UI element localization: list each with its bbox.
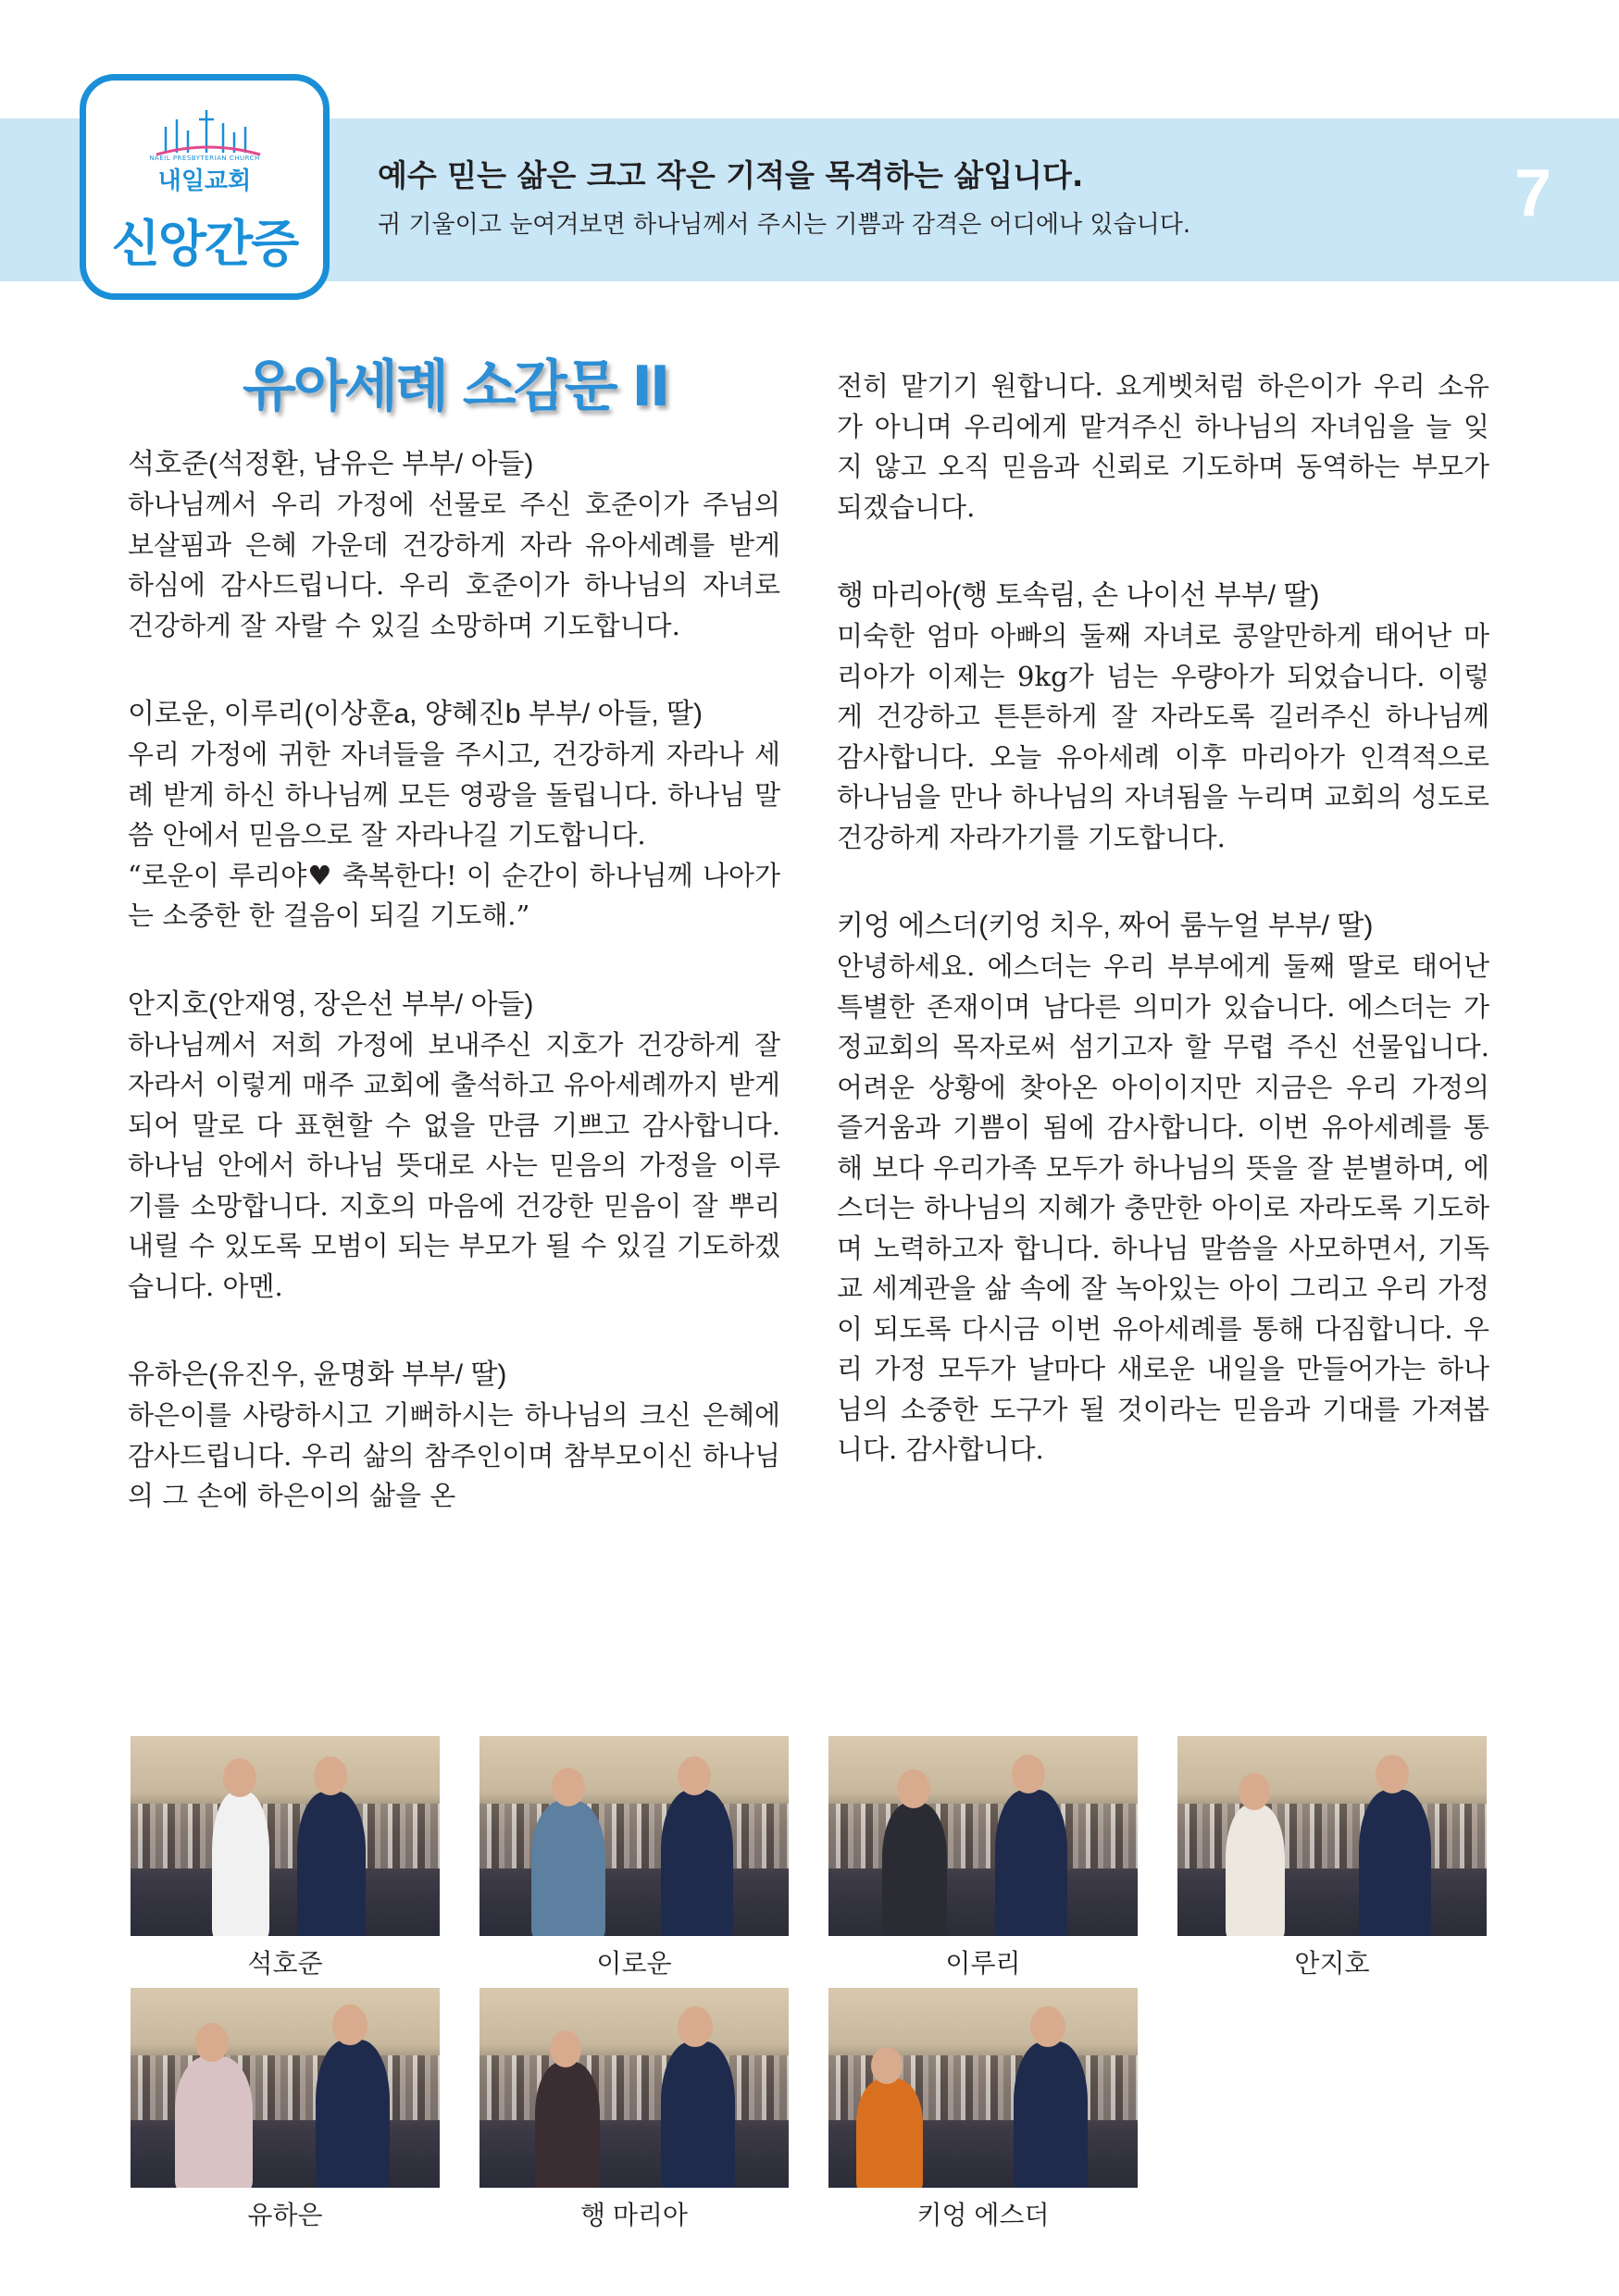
- entry-body: 안녕하세요. 에스더는 우리 부부에게 둘째 딸로 태어난 특별한 존재이며 남다른 의미가 있습니다. 에스더는 가정교회의 목자로써 섬기고자 할 무렵 주신 선물입니다. 어려운 상황에 찾아온 아이이지만 지금은 우리 가정의 즐거움과 기쁨이 됨에 감사합니다. 이번 유아세례를 통해 보다 우리가족 모두가 하나님의 뜻을 잘 분별하며, 에스더는 하나님의 지혜가 충만한 아이로 자라도록 기도하며 노력하고자 합니다. 하나님 말씀을 사모하면서, 기독교 세계관을 삶 속에 잘 녹아있는 아이 그리고 우리 가정이 되도록 다시금 이번 유아세례를 통해 다짐합니다. 우리 가정 모두가 날마다 새로운 내일을 만들어가는 하나님의 소중한 도구가 될 것이라는 믿음과 기대를 가져봅니다. 감사합니다.: [837, 950, 1489, 1465]
- testimony-entry: [128, 444, 780, 646]
- baptism-photo: [1177, 1736, 1487, 1936]
- entry-heading: 이로운, 이루리(이상훈a, 양혜진b 부부/ 아들, 딸): [128, 699, 704, 729]
- section-badge: [80, 74, 330, 300]
- page-number: 7: [1514, 156, 1552, 230]
- entry-body: 하나님께서 우리 가정에 선물로 주신 호준이가 주님의 보살핌과 은혜 가운데 건강하게 자라 유아세례를 받게 하심에 감사드립니다. 우리 호준이가 하나님의 자녀로 건강하게 잘 자랄 수 있길 소망하며 기도합니다.: [128, 489, 780, 641]
- baptism-photo: [828, 1988, 1138, 2188]
- logo-name: 내일교회: [157, 168, 252, 195]
- baptism-photo: [131, 1988, 440, 2188]
- photo-caption: 석호준: [247, 1949, 323, 1978]
- entry-body: 하나님께서 저희 가정에 보내주신 지호가 건강하게 잘 자라서 이렇게 매주 교회에 출석하고 유아세례까지 받게 되어 말로 다 표현할 수 없을 만큼 기쁘고 감사합니다. 하나님 안에서 하나님 뜻대로 사는 믿음의 가정을 이루기를 소망합니다. 지호의 마음에 건강한 믿음이 잘 뿌리내릴 수 있도록 모범이 되는 부모가 될 수 있길 기도하겠습니다. 아멘.: [128, 1028, 780, 1302]
- testimony-entry: [128, 985, 780, 1308]
- right-column: [837, 366, 1489, 1519]
- article-title: 유아세례 소감문 II: [243, 354, 668, 419]
- testimony-entry: [837, 576, 1489, 858]
- entry-quote: “로운이 루리야♥ 축복한다! 이 순간이 하나님께 나아가는 소중한 한 걸음이 되길 기도해.”: [128, 859, 780, 931]
- tagline-main: 예수 믿는 삶은 크고 작은 기적을 목격하는 삶입니다.: [378, 157, 1084, 193]
- logo-subtitle: NAEIL PRESBYTERIAN CHURCH: [149, 155, 260, 162]
- photo-caption: 유하은: [247, 2201, 323, 2229]
- entry-heading: 유하은(유진우, 윤명화 부부/ 딸): [128, 1359, 507, 1390]
- photo-caption: 이루리: [945, 1949, 1021, 1978]
- church-logo-icon: [153, 106, 264, 158]
- photo-caption: 키엉 에스더: [916, 2201, 1050, 2229]
- testimony-entry-continued: [837, 366, 1489, 527]
- baptism-photo: [479, 1988, 789, 2188]
- baptism-photo: [131, 1736, 440, 1936]
- entry-heading: 키엉 에스더(키엉 치우, 짜어 룸누얼 부부/ 딸): [837, 911, 1374, 941]
- entry-body: 미숙한 엄마 아빠의 둘째 자녀로 콩알만하게 태어난 마리아가 이제는 9kg가 넘는 우량아가 되었습니다. 이렇게 건강하고 튼튼하게 잘 자라도록 길러주신 하나님께 감사합니다. 오늘 유아세례 이후 마리아가 인격적으로 하나님을 만나 하나님의 자녀됨을 누리며 교회의 성도로 건강하게 자라가기를 기도합니다.: [837, 620, 1489, 853]
- baptism-photo: [828, 1736, 1138, 1936]
- testimony-entry: [128, 1355, 780, 1517]
- photo-caption: 이로운: [596, 1949, 672, 1978]
- testimony-entry: [837, 906, 1489, 1471]
- entry-heading: 안지호(안재영, 장은선 부부/ 아들): [128, 988, 534, 1020]
- entry-body: 하은이를 사랑하시고 기뻐하시는 하나님의 크신 은혜에 감사드립니다. 우리 삶의 참주인이며 참부모이신 하나님의 그 손에 하은이의 삶을 온: [128, 1399, 780, 1511]
- photo-caption: 행 마리아: [580, 2201, 688, 2229]
- entry-body: 우리 가정에 귀한 자녀들을 주시고, 건강하게 자라나 세례 받게 하신 하나님께 모든 영광을 돌립니다. 하나님 말씀 안에서 믿음으로 잘 자라나길 기도합니다.: [128, 738, 780, 850]
- entry-body: 전히 맡기기 원합니다. 요게벳처럼 하은이가 우리 소유가 아니며 우리에게 맡겨주신 하나님의 자녀임을 늘 잊지 않고 오직 믿음과 신뢰로 기도하며 동역하는 부모가 되겠습니다.: [837, 370, 1489, 523]
- baptism-photo: [479, 1736, 789, 1936]
- entry-heading: 행 마리아(행 토속림, 손 나이선 부부/ 딸): [837, 580, 1320, 611]
- entry-heading: 석호준(석정환, 남유은 부부/ 아들): [128, 449, 534, 479]
- section-label: 신앙간증: [111, 215, 298, 273]
- photo-caption: 안지호: [1294, 1949, 1370, 1978]
- tagline-sub: 귀 기울이고 눈여겨보면 하나님께서 주시는 기쁨과 감격은 어디에나 있습니다.: [378, 211, 1191, 239]
- left-column: [128, 444, 780, 1565]
- testimony-entry: [128, 694, 780, 937]
